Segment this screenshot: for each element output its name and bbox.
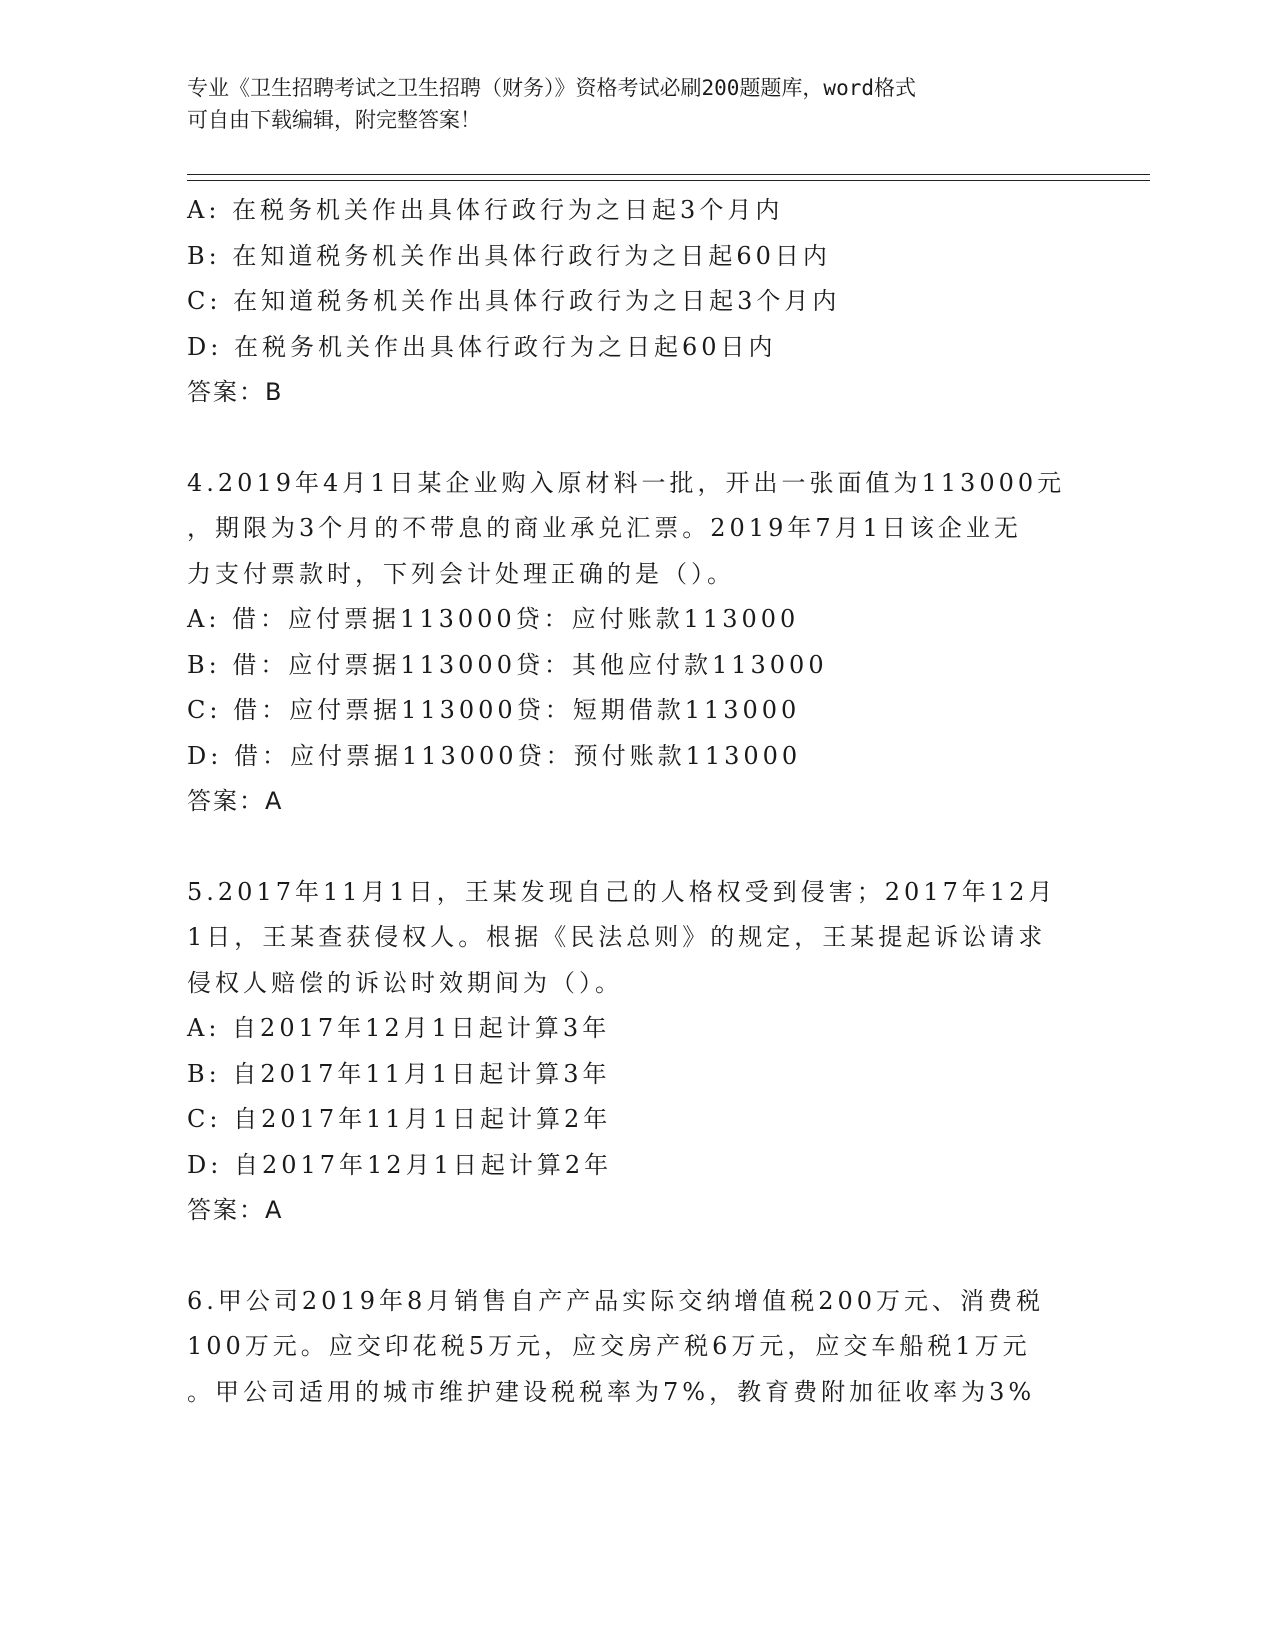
question-3 <box>187 188 1087 416</box>
header-divider-top <box>187 174 1150 175</box>
question-6 <box>187 1279 1087 1416</box>
option-b: B: 自2017年11月1日起计算3年 <box>187 1059 611 1088</box>
document-header <box>187 72 1087 136</box>
option-d: D: 借：应付票据113000贷：预付账款113000 <box>187 741 802 770</box>
stem-line: 侵权人赔偿的诉讼时效期间为（）。 <box>187 968 623 997</box>
question-5 <box>187 870 1087 1234</box>
header-divider-bottom <box>187 180 1150 181</box>
option-a: A: 自2017年12月1日起计算3年 <box>187 1014 611 1042</box>
option-b: B: 借：应付票据113000贷：其他应付款113000 <box>187 650 828 679</box>
option-c: C: 借：应付票据113000贷：短期借款113000 <box>187 696 801 724</box>
stem-line: 。甲公司适用的城市维护建设税税率为7%，教育费附加征收率为3% <box>187 1377 1036 1406</box>
option-c: C: 在知道税务机关作出具体行政行为之日起3个月内 <box>187 287 841 315</box>
question-stem <box>187 1279 1087 1416</box>
document-body <box>187 188 1087 1415</box>
question-4 <box>187 461 1087 825</box>
answer: 答案：B <box>187 378 284 406</box>
option-b: B: 在知道税务机关作出具体行政行为之日起60日内 <box>187 241 831 270</box>
answer: 答案：A <box>187 787 284 815</box>
stem-line: 1日，王某查获侵权人。根据《民法总则》的规定，王某提起诉讼请求 <box>187 923 1047 951</box>
option-d: D: 在税务机关作出具体行政行为之日起60日内 <box>187 332 777 361</box>
answer: 答案：A <box>187 1196 284 1224</box>
header-line-2: 可自由下载编辑，附完整答案！ <box>187 108 481 132</box>
header-line-1: 专业《卫生招聘考试之卫生招聘（财务）》资格考试必刷200题题库，word格式 <box>187 76 916 100</box>
option-a: A: 在税务机关作出具体行政行为之日起3个月内 <box>187 196 784 224</box>
option-a: A: 借：应付票据113000贷：应付账款113000 <box>187 605 800 633</box>
question-stem <box>187 870 1087 1007</box>
stem-line: 力支付票款时，下列会计处理正确的是（）。 <box>187 559 735 588</box>
stem-line: 4.2019年4月1日某企业购入原材料一批，开出一张面值为113000元 <box>187 468 1066 497</box>
question-stem <box>187 461 1087 598</box>
stem-line: 100万元。应交印花税5万元，应交房产税6万元，应交车船税1万元 <box>187 1332 1031 1360</box>
stem-line: ，期限为3个月的不带息的商业承兑汇票。2019年7月1日该企业无 <box>187 514 1022 542</box>
stem-line: 6.甲公司2019年8月销售自产产品实际交纳增值税200万元、消费税 <box>187 1286 1045 1315</box>
stem-line: 5.2017年11月1日，王某发现自己的人格权受到侵害；2017年12月 <box>187 877 1057 906</box>
option-c: C: 自2017年11月1日起计算2年 <box>187 1105 612 1133</box>
option-d: D: 自2017年12月1日起计算2年 <box>187 1150 613 1179</box>
